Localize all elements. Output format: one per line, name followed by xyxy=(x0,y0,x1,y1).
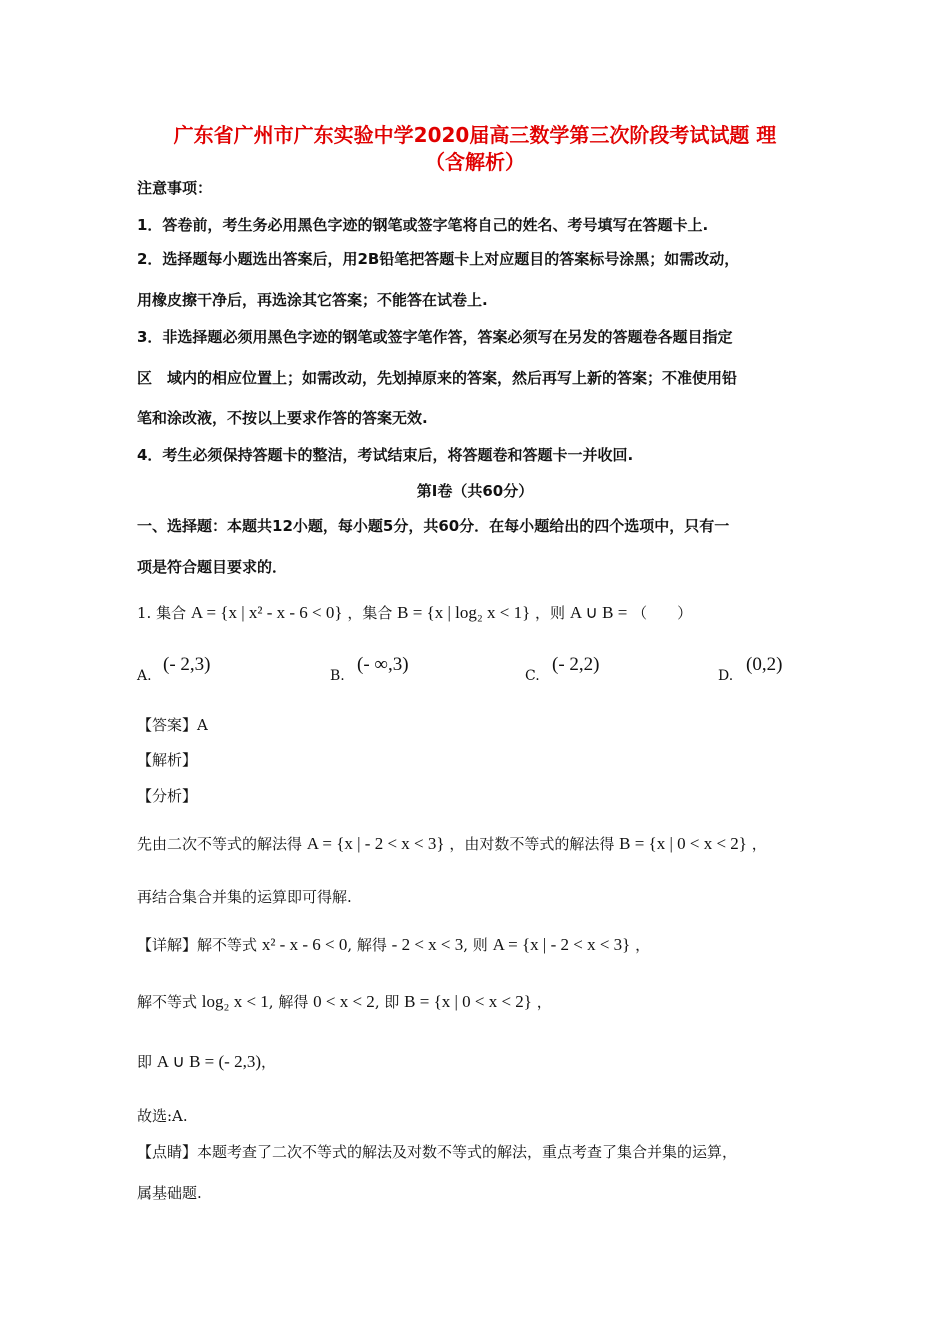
detail-text-c: , 则 xyxy=(463,936,488,954)
detail-line-2 xyxy=(137,992,552,1012)
option-d-letter: D. xyxy=(718,668,734,684)
notice-item-3-line-3: 笔和涂改液，不按以上要求作答的答案无效. xyxy=(137,409,428,427)
notice-item-3-line-2: 区 域内的相应位置上；如需改动，先划掉原来的答案，然后再写上新的答案；不准使用铅 xyxy=(137,369,738,387)
fenxi-text-b: ，由对数不等式的解法得 xyxy=(449,835,615,853)
notice-item-2-line-2: 用橡皮擦干净后，再选涂其它答案；不能答在试卷上. xyxy=(137,291,488,309)
fenxi-text-a: 先由二次不等式的解法得 xyxy=(137,835,303,853)
detail-set-a: A = {x | - 2 < x < 3} xyxy=(492,935,631,954)
option-b-letter: B. xyxy=(330,668,345,684)
option-a-letter: A. xyxy=(137,668,152,684)
question-1-stem xyxy=(137,603,692,623)
detail-solution-2: 0 < x < 2 xyxy=(313,992,375,1011)
detail-set-b: B = {x | 0 < x < 2} xyxy=(404,992,532,1011)
dianjing-line-1 xyxy=(137,1142,737,1162)
question-1-union: A ∪ B = xyxy=(569,603,628,622)
notice-item-2-line-1: 2．选择题每小题选出答案后，用2B铅笔把答题卡上对应题目的答案标号涂黑；如需改动， xyxy=(137,250,740,268)
option-c-value: (- 2,2) xyxy=(552,654,600,675)
detail-text-end-2: ， xyxy=(536,993,552,1011)
question-1-blank: （ ） xyxy=(632,604,693,622)
detail-inequality-2: log₂ x < 1 xyxy=(201,992,269,1011)
document-title: 广东省广州市广东实验中学2020届高三数学第三次阶段考试试题 理 xyxy=(173,123,777,147)
detail-text-f: , 即 xyxy=(374,993,400,1011)
detail-text-a: 解不等式 xyxy=(197,936,258,954)
question-1-set-a: A = {x | x² - x - 6 < 0} xyxy=(190,603,343,622)
analysis-label: 【解析】 xyxy=(137,751,198,769)
detail-label: 【详解】 xyxy=(137,936,198,954)
detail-text-b: , 解得 xyxy=(347,936,387,954)
option-d-value: (0,2) xyxy=(746,654,783,675)
fenxi-label: 【分析】 xyxy=(137,787,198,805)
detail-inequality-1: x² - x - 6 < 0 xyxy=(261,935,348,954)
notice-item-3-line-1: 3．非选择题必须用黑色字迹的钢笔或签字笔作答，答案必须写在另发的答题卷各题目指定 xyxy=(137,328,733,346)
fenxi-text-end: ， xyxy=(751,835,767,853)
detail-text-d: 解不等式 xyxy=(137,993,198,1011)
fenxi-line-1 xyxy=(137,834,767,854)
dianjing-label: 【点睛】 xyxy=(137,1143,198,1161)
question-1-set-b: B = {x | log₂ x < 1} xyxy=(397,603,531,622)
detail-line-3 xyxy=(137,1052,276,1072)
choice-line: 故选:A. xyxy=(137,1107,188,1125)
dianjing-text-1: 本题考查了二次不等式的解法及对数不等式的解法，重点考查了集合并集的运算， xyxy=(197,1143,738,1161)
question-1-middle: ，集合 xyxy=(347,604,393,622)
detail-text-end-3: ， xyxy=(261,1053,277,1071)
answer-label: 【答案】A xyxy=(137,716,208,734)
detail-line-1 xyxy=(137,935,650,955)
notice-item-1: 1．答卷前，考生务必用黑色字迹的钢笔或签字笔将自己的姓名、考号填写在答题卡上. xyxy=(137,216,709,234)
option-b-value: (- ∞,3) xyxy=(357,654,409,675)
dianjing-line-2: 属基础题. xyxy=(137,1184,202,1202)
section-intro-line-1: 一、选择题：本题共12小题，每小题5分，共60分．在每小题给出的四个选项中，只有一 xyxy=(137,517,730,535)
fenxi-set-a: A = {x | - 2 < x < 3} xyxy=(306,834,445,853)
detail-text-g: 即 xyxy=(137,1053,153,1071)
section-heading: 第Ⅰ卷（共60分） xyxy=(416,482,534,500)
question-1-prefix: 1. 集合 xyxy=(137,604,187,622)
fenxi-line-2: 再结合集合并集的运算即可得解. xyxy=(137,888,352,906)
option-c-letter: C. xyxy=(525,668,540,684)
detail-text-end-1: ， xyxy=(635,936,651,954)
detail-text-e: , 解得 xyxy=(268,993,309,1011)
notice-heading: 注意事项： xyxy=(137,179,213,197)
fenxi-set-b: B = {x | 0 < x < 2} xyxy=(619,834,747,853)
detail-solution-1: - 2 < x < 3 xyxy=(391,935,464,954)
document-title-suffix: （含解析） xyxy=(425,150,525,174)
section-intro-line-2: 项是符合题目要求的． xyxy=(137,558,288,576)
notice-item-4: 4．考生必须保持答题卡的整洁，考试结束后，将答题卷和答题卡一并收回. xyxy=(137,446,634,464)
question-1-suffix: ，则 xyxy=(535,604,566,622)
option-a-value: (- 2,3) xyxy=(163,654,211,675)
detail-union: A ∪ B = (- 2,3) xyxy=(156,1052,261,1071)
